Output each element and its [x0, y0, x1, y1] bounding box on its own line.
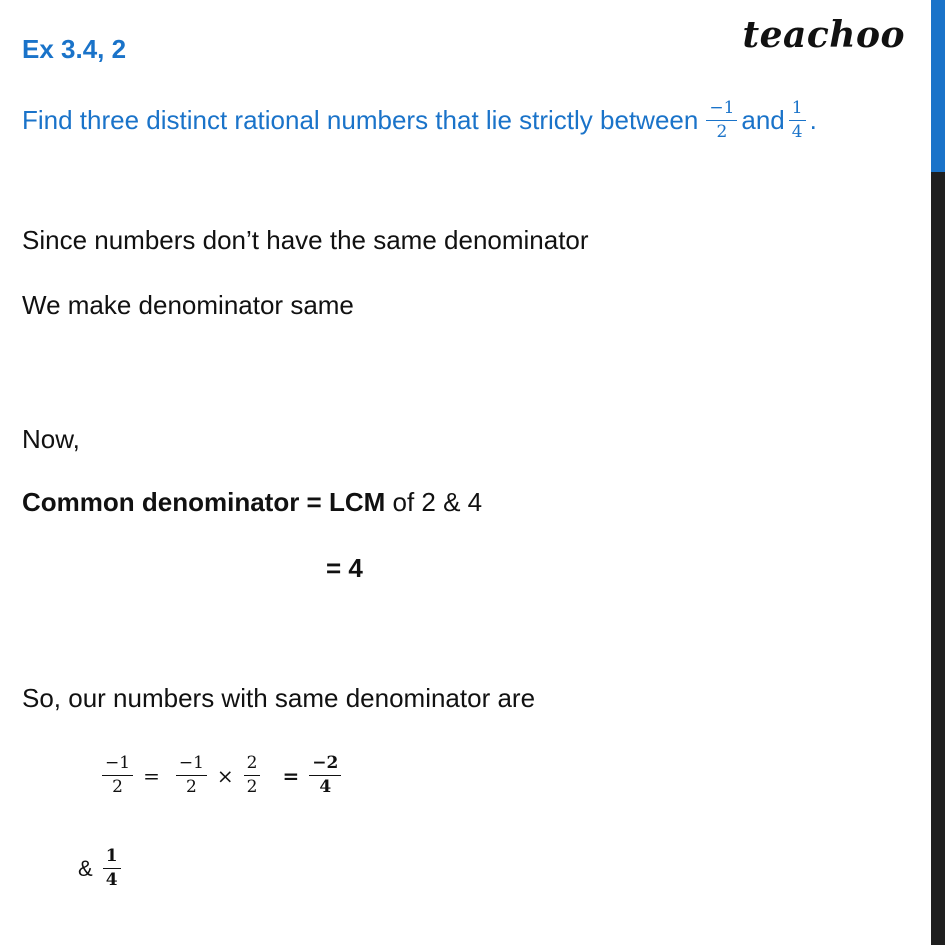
line-same-denominator: So, our numbers with same denominator are [22, 683, 536, 713]
equation-fraction-1 [102, 755, 133, 796]
equation-fraction-3 [244, 755, 261, 796]
equation-fraction-2 [176, 755, 207, 796]
equation-result-fraction [309, 755, 341, 796]
fraction-numerator: −2 [309, 755, 341, 776]
second-number-row [78, 848, 125, 889]
common-denominator-label: Common denominator = LCM [22, 487, 386, 517]
fraction-denominator: 2 [112, 777, 123, 797]
fraction-numerator: −1 [706, 100, 737, 121]
fraction-numerator: 2 [244, 755, 261, 776]
question-fraction-neg-half [706, 100, 737, 141]
times-sign: × [216, 763, 234, 788]
fraction-numerator: −1 [176, 755, 207, 776]
common-denominator-rest: of 2 & 4 [385, 487, 483, 517]
fraction-denominator: 2 [716, 122, 728, 142]
line-common-denominator [22, 487, 482, 518]
equals-sign: = [143, 763, 160, 788]
line-make-same: We make denominator same [22, 290, 354, 320]
line-now: Now, [22, 424, 80, 454]
fraction-denominator: 4 [791, 122, 803, 142]
fraction-denominator: 2 [185, 777, 197, 797]
question-lead: Find three distinct rational numbers that lie strictly between [22, 105, 699, 135]
line-denominator-note: Since numbers don’t have the same denominator [22, 225, 589, 255]
question-fraction-quarter [789, 100, 806, 141]
fraction-numerator: 1 [103, 848, 121, 869]
fraction-denominator: 4 [319, 777, 332, 797]
teachoo-logo: teachoo [742, 14, 905, 56]
fraction-denominator: 4 [105, 870, 118, 890]
fraction-denominator: 2 [246, 777, 258, 797]
fraction-numerator: 1 [789, 100, 806, 121]
question-text [22, 100, 817, 141]
line-equals-four: = 4 [326, 553, 363, 583]
conversion-equation [98, 755, 345, 796]
fraction-numerator: −1 [102, 755, 133, 776]
exercise-heading: Ex 3.4, 2 [22, 34, 127, 64]
equals-sign: = [282, 763, 300, 788]
ampersand: & [78, 855, 93, 881]
question-period: . [809, 105, 817, 135]
quarter-fraction [103, 848, 121, 889]
scrollbar-thumb[interactable] [931, 0, 945, 172]
question-connector: and [741, 105, 785, 135]
